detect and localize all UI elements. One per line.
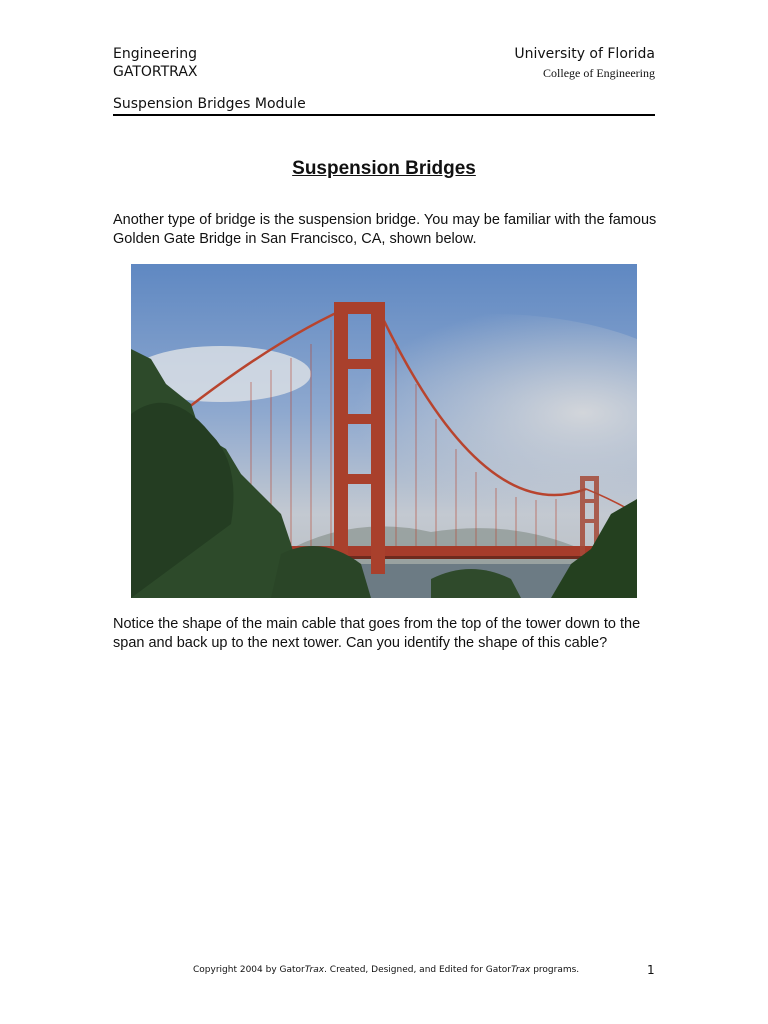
- header-right-line1: University of Florida: [514, 46, 655, 62]
- header-rule: [113, 114, 655, 116]
- header-right-line2: College of Engineering: [543, 66, 655, 80]
- footer-copyright: Copyright 2004 by GatorTrax. Created, Designed, and Edited for GatorTrax programs.: [193, 965, 580, 975]
- header-left-line2: GATORTRAX: [113, 64, 198, 80]
- page-title: Suspension Bridges: [292, 158, 476, 179]
- page-number: 1: [647, 963, 655, 977]
- intro-paragraph: Another type of bridge is the suspension bridge. You may be familiar with the famous Golden Gate Bridge in San Francisco, CA, shown below.: [113, 212, 657, 247]
- module-name: Suspension Bridges Module: [113, 96, 306, 112]
- question-paragraph: Notice the shape of the main cable that goes from the top of the tower down to the span and back up to the next tower. Can you identify the shape of this cable?: [113, 616, 641, 651]
- header-left-line1: Engineering: [113, 46, 197, 62]
- golden-gate-bridge-photo: [131, 264, 637, 598]
